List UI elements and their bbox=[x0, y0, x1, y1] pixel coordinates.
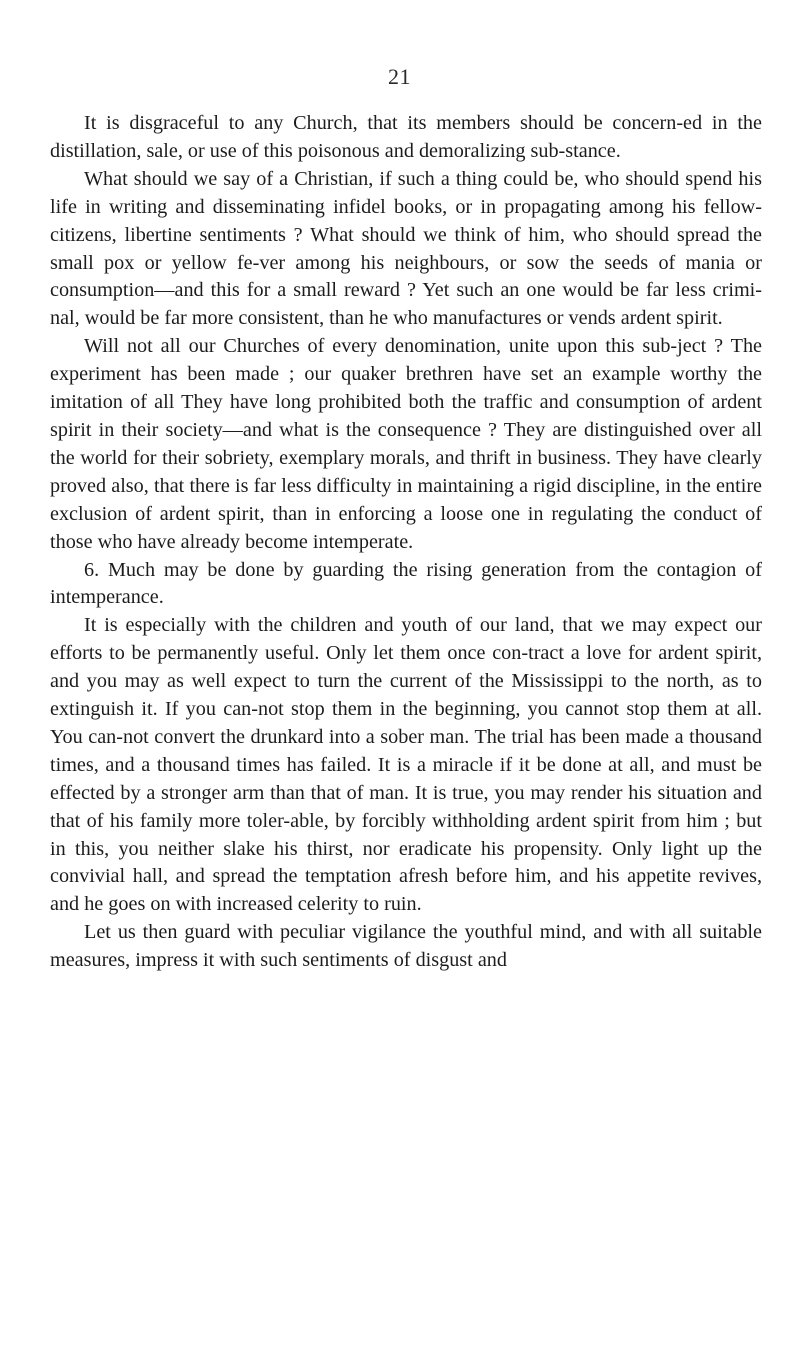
numbered-paragraph: 6. Much may be done by guarding the rising generation from the contagion of intemperance. bbox=[50, 558, 762, 609]
paragraph: What should we say of a Christian, if such a thing could be, who should spend his life in writing and disseminating infidel books, or in propagating among his fellow-citizens, libertine sentiments ? What should we think of him, who should spread the small pox or yellow fe-ver among his neighbours, or sow the seeds of mania or consumption—and this for a small reward ? Yet such an one would be far less crimi-nal, would be far more consistent, than he who manufactures or vends ardent spirit. bbox=[50, 167, 762, 330]
paragraph: Will not all our Churches of every denomination, unite upon this sub-ject ? The experiment has been made ; our quaker brethren have set an example worthy the imitation of all They have long prohibited both the traffic and consumption of ardent spirit in their society—and what is the consequence ? They are distinguished over all the world for their sobriety, exemplary morals, and thrift in business. They have clearly proved also, that there is far less difficulty in maintaining a rigid discipline, in the entire exclusion of ardent spirit, than in enforcing a loose one in regulating the conduct of those who have already become intemperate. bbox=[50, 335, 762, 553]
page-number: 21 bbox=[388, 64, 411, 89]
paragraph: Let us then guard with peculiar vigilance the youthful mind, and with all suitable measures, impress it with such sentiments of disgust and bbox=[50, 921, 762, 972]
paragraph: It is disgraceful to any Church, that its members should be concern-ed in the distillation, sale, or use of this poisonous and demoralizing sub-stance. bbox=[50, 112, 762, 162]
paragraph: It is especially with the children and youth of our land, that we may expect our efforts to be permanently useful. Only let them once con-tract a love for ardent spirit, and you may as well expect to turn the current of the Mississippi to the north, as to extinguish it. If you can-not stop them in the beginning, you cannot stop them at all. You can-not convert the drunkard into a sober man. The trial has been made a thousand times, and a thousand times has failed. It is a miracle if it be done at all, and must be effected by a stronger arm than that of man. It is true, you may render his situation and that of his family more toler-able, by forcibly withholding ardent spirit from him ; but in this, you neither slake his thirst, nor eradicate his propensity. Only light up the convivial hall, and spread the temptation afresh before him, and his appetite revives, and he goes on with increased celerity to ruin. bbox=[50, 614, 762, 916]
body-text bbox=[50, 110, 762, 975]
